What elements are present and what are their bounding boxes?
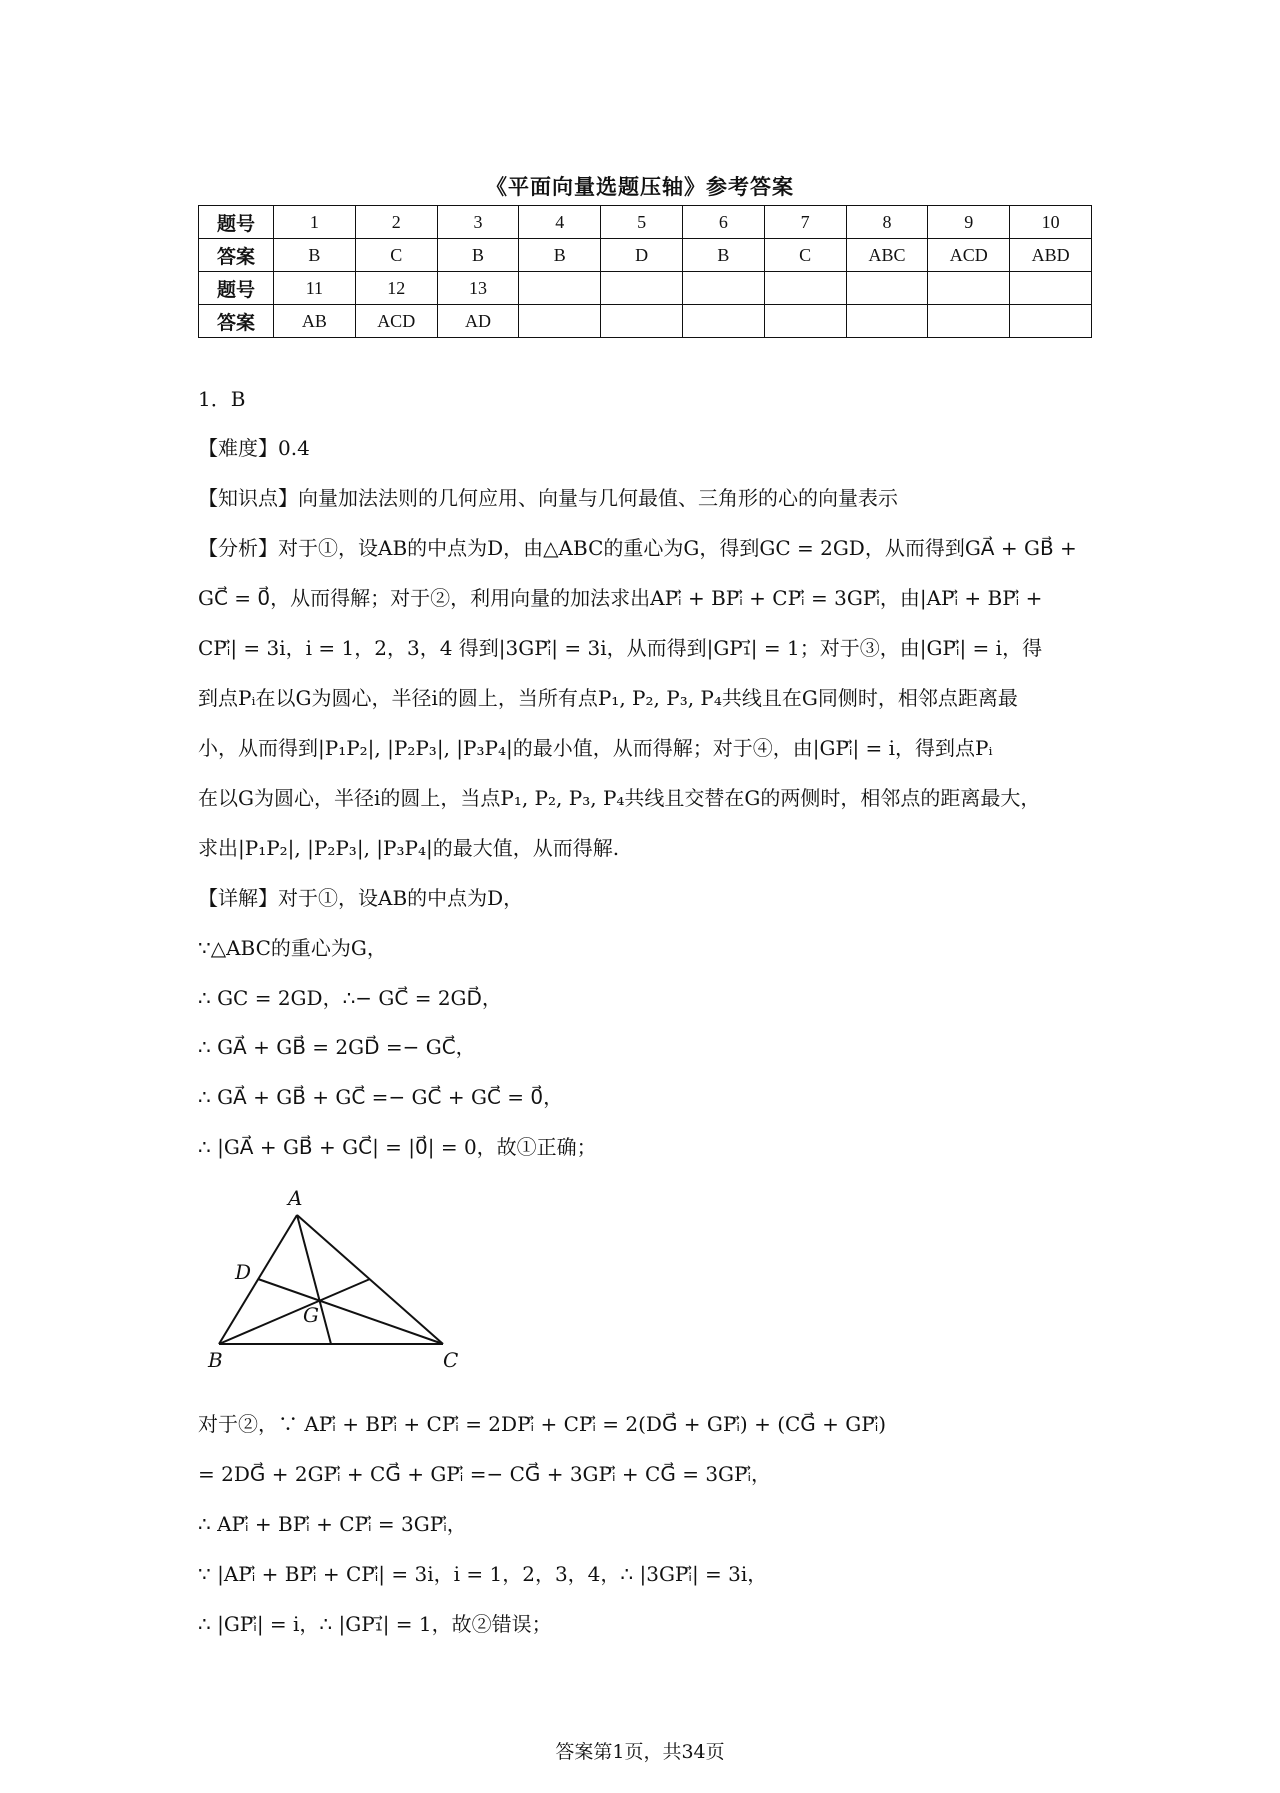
table-cell: 7: [764, 206, 846, 239]
table-cell: C: [764, 239, 846, 272]
detail-line: ∴ APᵢ⃗ + BPᵢ⃗ + CPᵢ⃗ = 3GPᵢ⃗，: [198, 1512, 467, 1536]
vertex-label-a: A: [288, 1187, 303, 1210]
table-cell: 5: [601, 206, 683, 239]
table-cell: B: [274, 239, 356, 272]
table-cell: 6: [682, 206, 764, 239]
table-cell: B: [519, 239, 601, 272]
table-row: [199, 206, 1092, 239]
table-cell: ACD: [928, 239, 1010, 272]
table-cell: [682, 305, 764, 338]
table-cell: AD: [437, 305, 519, 338]
vertex-label-b: B: [208, 1348, 223, 1372]
table-cell: B: [682, 239, 764, 272]
analysis-line: 求出|P₁P₂|, |P₂P₃|, |P₃P₄|的最大值，从而得解.: [198, 836, 620, 860]
point-label-g: G: [303, 1303, 319, 1327]
median-from-c: [258, 1279, 443, 1344]
answer-table: [198, 205, 1092, 338]
table-cell: 13: [437, 272, 519, 305]
row-label: 题号: [199, 206, 274, 239]
table-row: [199, 239, 1092, 272]
row-label: 题号: [199, 272, 274, 305]
page-footer: 答案第1页，共34页: [555, 1741, 725, 1763]
table-cell: ABC: [846, 239, 928, 272]
table-cell: [846, 305, 928, 338]
row-label: 答案: [199, 239, 274, 272]
table-cell: [764, 272, 846, 305]
point-label-d: D: [235, 1260, 252, 1284]
detail-line: 对于②，∵ APᵢ⃗ + BPᵢ⃗ + CPᵢ⃗ = 2DPᵢ⃗ + CPᵢ⃗ = 2(DG⃗ + GPᵢ⃗) + (CG⃗ + GPᵢ⃗): [198, 1412, 887, 1436]
detail-line: 【详解】对于①，设AB的中点为D，: [198, 886, 524, 910]
triangle-figure: [205, 1187, 475, 1372]
question-number: 1．B: [198, 387, 246, 411]
table-row: [199, 272, 1092, 305]
detail-line: ∴ |GA⃗ + GB⃗ + GC⃗| = |0⃗| = 0，故①正确；: [198, 1135, 597, 1159]
analysis-line: 到点Pᵢ在以G为圆心，半径i的圆上，当所有点P₁, P₂, P₃, P₄共线且在G同侧时，相邻点距离最: [198, 686, 1018, 710]
table-cell: 12: [355, 272, 437, 305]
table-cell: [928, 272, 1010, 305]
table-cell: ABD: [1010, 239, 1092, 272]
detail-line: ∴ GA⃗ + GB⃗ + GC⃗ =− GC⃗ + GC⃗ = 0⃗，: [198, 1085, 564, 1109]
table-row: [199, 305, 1092, 338]
detail-line: ∴ GA⃗ + GB⃗ = 2GD⃗ =− GC⃗，: [198, 1035, 476, 1059]
table-cell: [601, 305, 683, 338]
table-cell: 11: [274, 272, 356, 305]
detail-line: ∵ |APᵢ⃗ + BPᵢ⃗ + CPᵢ⃗| = 3i，i = 1，2，3，4，∴ |3GPᵢ⃗| = 3i，: [198, 1562, 768, 1586]
difficulty-line: 【难度】0.4: [198, 436, 310, 460]
detail-line: ∵△ABC的重心为G，: [198, 936, 387, 960]
table-cell: [846, 272, 928, 305]
table-cell: [519, 272, 601, 305]
detail-line: ∴ GC = 2GD，∴− GC⃗ = 2GD⃗，: [198, 986, 502, 1010]
table-cell: [928, 305, 1010, 338]
table-cell: 4: [519, 206, 601, 239]
table-cell: 8: [846, 206, 928, 239]
knowledge-point-line: 【知识点】向量加法法则的几何应用、向量与几何最值、三角形的心的向量表示: [198, 486, 898, 510]
table-cell: AB: [274, 305, 356, 338]
table-cell: B: [437, 239, 519, 272]
analysis-line: 在以G为圆心，半径i的圆上，当点P₁, P₂, P₃, P₄共线且交替在G的两侧时，相邻点的距离最大，: [198, 786, 1041, 810]
row-label: 答案: [199, 305, 274, 338]
analysis-line: GC⃗ = 0⃗，从而得解；对于②，利用向量的加法求出APᵢ⃗ + BPᵢ⃗ + CPᵢ⃗ = 3GPᵢ⃗，由|APᵢ⃗ + BPᵢ⃗ +: [198, 586, 1043, 610]
table-cell: 10: [1010, 206, 1092, 239]
table-cell: [682, 272, 764, 305]
table-cell: 2: [355, 206, 437, 239]
table-cell: [519, 305, 601, 338]
detail-line: = 2DG⃗ + 2GPᵢ⃗ + CG⃗ + GPᵢ⃗ =− CG⃗ + 3GPᵢ⃗ + CG⃗ = 3GPᵢ⃗，: [198, 1462, 772, 1486]
table-cell: [1010, 272, 1092, 305]
analysis-line: CPᵢ⃗| = 3i，i = 1，2，3，4 得到|3GPᵢ⃗| = 3i，从而得到|GP₁⃗| = 1；对于③，由|GPᵢ⃗| = i，得: [198, 636, 1043, 660]
analysis-line: 【分析】对于①，设AB的中点为D，由△ABC的重心为G，得到GC = 2GD，从而得到GA⃗ + GB⃗ +: [198, 536, 1077, 560]
table-cell: C: [355, 239, 437, 272]
table-cell: 1: [274, 206, 356, 239]
table-cell: D: [601, 239, 683, 272]
table-cell: 3: [437, 206, 519, 239]
vertex-label-c: C: [443, 1348, 459, 1372]
table-cell: ACD: [355, 305, 437, 338]
detail-line: ∴ |GPᵢ⃗| = i，∴ |GP₁⃗| = 1，故②错误；: [198, 1612, 552, 1636]
table-cell: [1010, 305, 1092, 338]
median-from-b: [219, 1279, 370, 1344]
page-title: 《平面向量选题压轴》参考答案: [486, 174, 794, 199]
analysis-line: 小，从而得到|P₁P₂|, |P₂P₃|, |P₃P₄|的最小值，从而得解；对于④，由|GPᵢ⃗| = i，得到点Pᵢ: [198, 736, 993, 760]
table-cell: [601, 272, 683, 305]
table-cell: [764, 305, 846, 338]
table-cell: 9: [928, 206, 1010, 239]
